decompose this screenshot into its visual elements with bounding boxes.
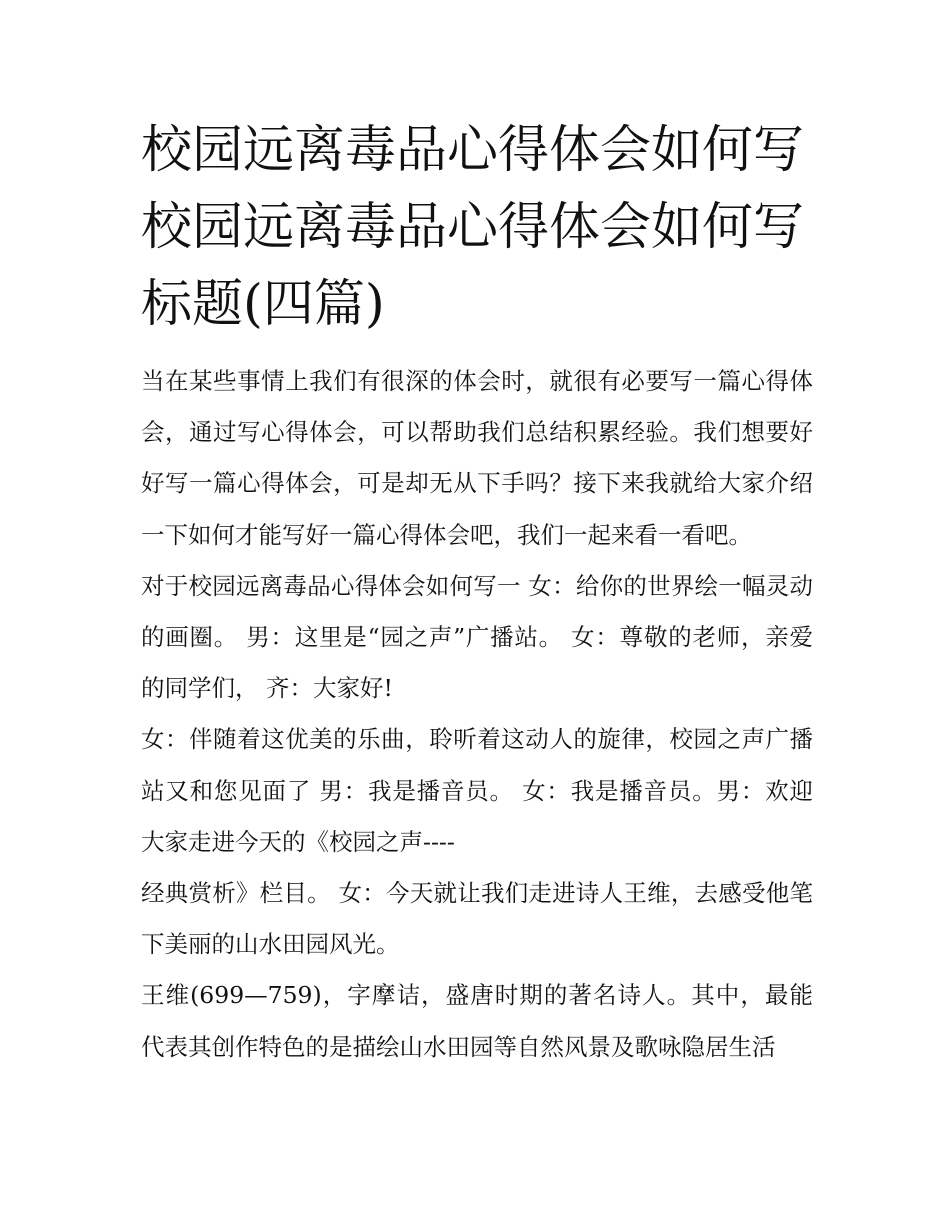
paragraph-script-program: 经典赏析》栏目。 女：今天就让我们走进诗人王维，去感受他笔下美丽的山水田园风光。 [141,879,813,959]
paragraph-intro: 当在某些事情上我们有很深的体会时，就很有必要写一篇心得体会，通过写心得体会，可以帮助我们总结积累经验。我们想要好好写一篇心得体会，可是却无从下手吗？接下来我就给大家介绍一下如何才能写好一篇心得体会吧，我们一起来看一看吧。 [141,367,813,549]
document-page [141,112,813,1073]
paragraph-script-opening: 对于校园远离毒品心得体会如何写一 女：给你的世界绘一幅灵动的画圈。 男：这里是“园之声”广播站。 女：尊敬的老师，亲爱的同学们， 齐：大家好! [141,571,813,703]
document-title: 校园远离毒品心得体会如何写 校园远离毒品心得体会如何写标题(四篇) [141,121,805,334]
paragraph-wang-wei: 王维(699—759)，字摩诘，盛唐时期的著名诗人。其中，最能代表其创作特色的是描绘山水田园等自然风景及歌咏隐居生活 [141,981,813,1061]
document-body [141,356,813,1073]
paragraph-script-welcome: 女：伴随着这优美的乐曲，聆听着这动人的旋律，校园之声广播站又和您见面了 男：我是播音员。 女：我是播音员。男：欢迎大家走进今天的《校园之声---- [141,725,813,856]
